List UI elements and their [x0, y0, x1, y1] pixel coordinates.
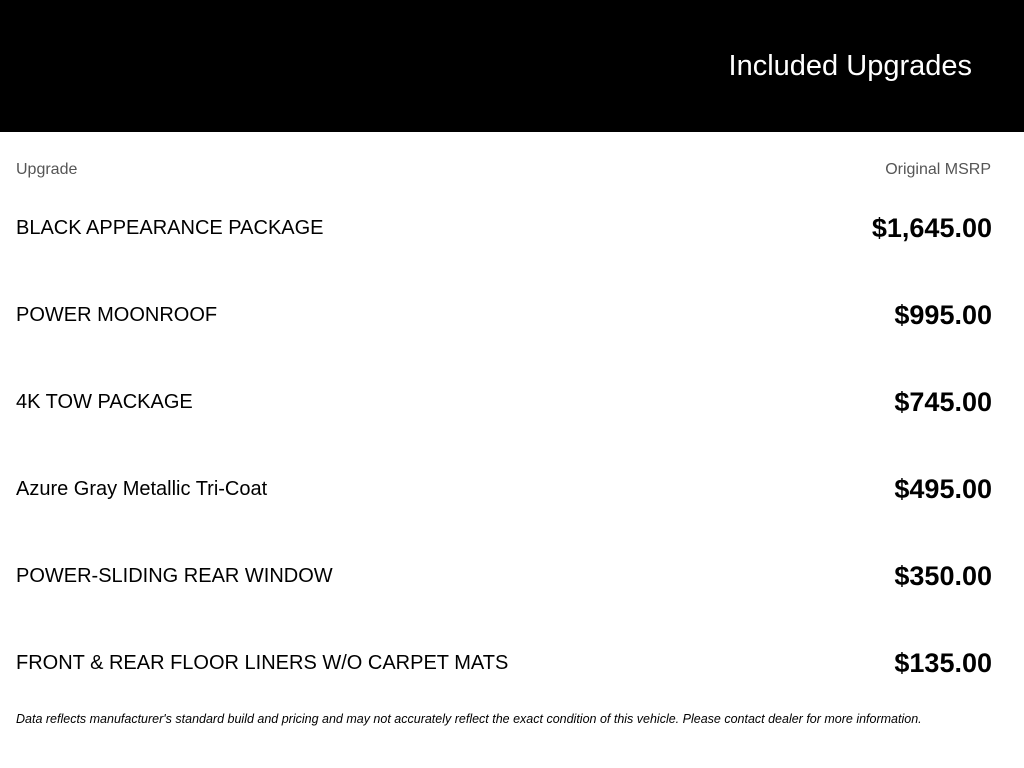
upgrade-name: POWER-SLIDING REAR WINDOW — [16, 565, 333, 587]
upgrade-name: BLACK APPEARANCE PACKAGE — [16, 217, 324, 239]
upgrade-row — [16, 382, 992, 469]
page-title: Included Upgrades — [728, 50, 972, 82]
upgrade-name: FRONT & REAR FLOOR LINERS W/O CARPET MATS — [16, 652, 509, 674]
disclaimer-text: Data reflects manufacturer's standard build and pricing and may not accurately reflect the exact condition of this vehicle. Please contact dealer for more information. — [16, 712, 922, 726]
page-header — [0, 0, 1024, 132]
upgrade-price: $745.00 — [894, 387, 992, 417]
upgrade-row — [16, 295, 992, 382]
column-header-upgrade: Upgrade — [16, 161, 78, 178]
upgrade-row — [16, 469, 992, 556]
table-column-headers — [16, 160, 991, 180]
upgrade-price: $495.00 — [894, 474, 992, 504]
upgrade-price: $135.00 — [894, 648, 992, 678]
upgrade-price: $995.00 — [894, 300, 992, 330]
upgrade-name: POWER MOONROOF — [16, 304, 218, 326]
upgrade-row — [16, 556, 992, 643]
upgrade-row — [16, 208, 992, 295]
column-header-msrp: Original MSRP — [885, 161, 991, 178]
upgrade-rows — [16, 208, 992, 730]
upgrade-price: $350.00 — [894, 561, 992, 591]
upgrade-name: Azure Gray Metallic Tri-Coat — [16, 478, 268, 500]
upgrade-name: 4K TOW PACKAGE — [16, 391, 193, 413]
upgrade-price: $1,645.00 — [871, 213, 992, 243]
